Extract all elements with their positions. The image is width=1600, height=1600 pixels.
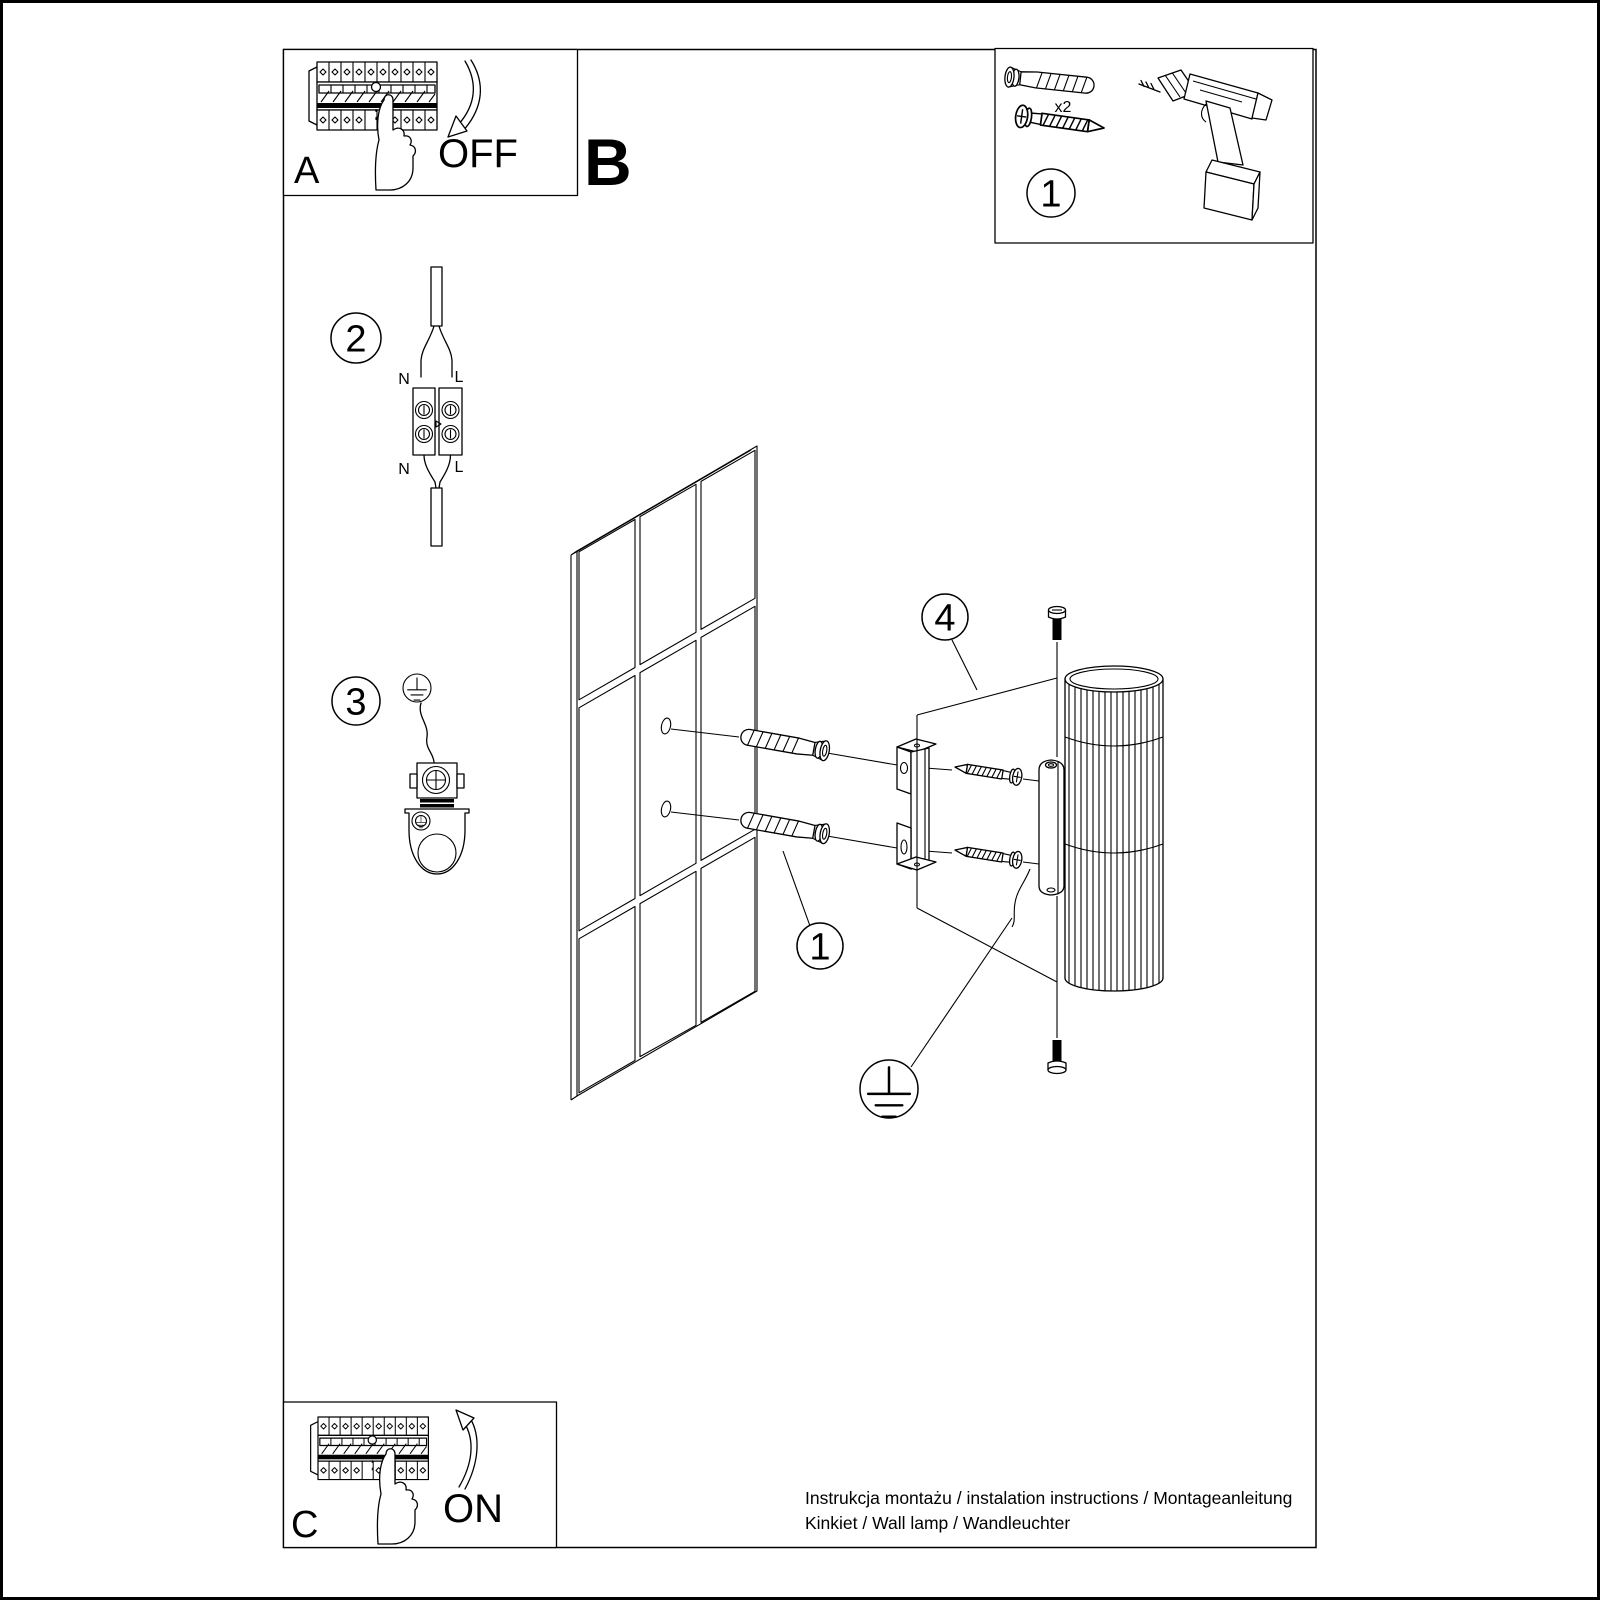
step4-badge: 4 xyxy=(934,597,956,640)
page-border xyxy=(2,2,1599,1599)
step2-badge: 2 xyxy=(345,318,367,361)
breaker-panel-icon xyxy=(311,1417,429,1480)
cable-bottom xyxy=(431,488,442,546)
lamp-mounting-plate xyxy=(1039,760,1064,895)
footer-line1: Instrukcja montażu / instalation instructions / Montageanleitung xyxy=(805,1488,1293,1508)
panel-a xyxy=(284,50,578,196)
ground-terminal-icon xyxy=(405,763,469,874)
panel-c-action: ON xyxy=(443,1487,503,1531)
panel-a-label: A xyxy=(294,150,320,192)
parts-box-badge: 1 xyxy=(1040,173,1062,216)
footer-line2: Kinkiet / Wall lamp / Wandleuchter xyxy=(805,1513,1071,1533)
n-label-top: N xyxy=(398,371,410,388)
panel-c xyxy=(284,1402,557,1548)
anchor-quantity-label: x2 xyxy=(1054,99,1072,116)
step3-badge: 3 xyxy=(345,681,367,724)
l-label-top: L xyxy=(454,369,464,386)
n-label-bottom: N xyxy=(398,461,410,478)
parts-box xyxy=(995,49,1313,244)
panel-c-label: C xyxy=(291,1504,319,1546)
l-label-bottom: L xyxy=(454,459,464,476)
cable-top xyxy=(431,267,442,326)
section-b-label: B xyxy=(584,125,632,199)
step1-badge: 1 xyxy=(809,926,831,969)
panel-a-action: OFF xyxy=(438,132,518,176)
breaker-panel-icon xyxy=(309,62,437,130)
